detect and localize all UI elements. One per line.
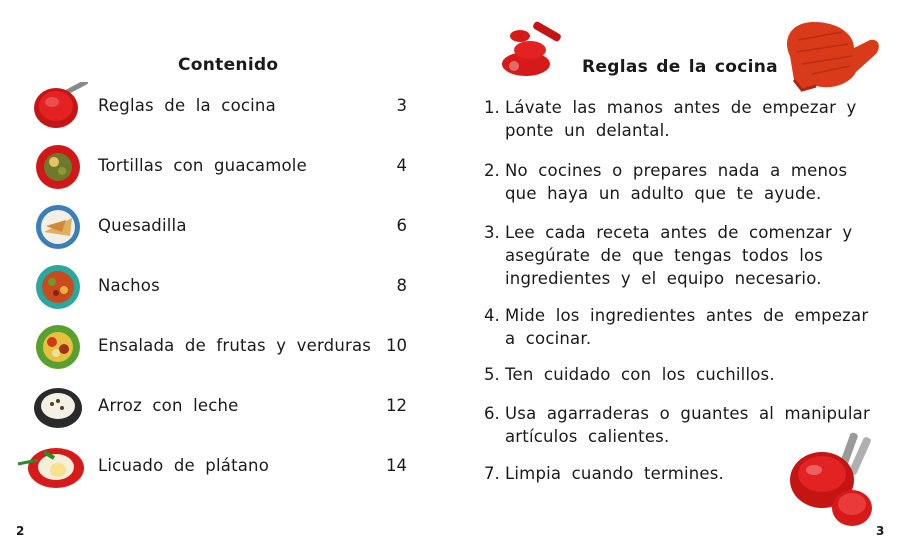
rule-text: Lee cada receta antes de comenzar y asegúrate de que tengas todos los ingredientes y el equipo necesario. bbox=[505, 223, 853, 288]
toc-entry[interactable] bbox=[0, 258, 450, 318]
rule-number: 4. bbox=[484, 306, 500, 325]
toc-entry-page: 8 bbox=[396, 276, 407, 295]
measuring-spoons-icon bbox=[500, 16, 572, 80]
rule-number: 7. bbox=[484, 464, 500, 483]
toc-entry-label: Nachos bbox=[98, 276, 160, 295]
toc-entry-label: Quesadilla bbox=[98, 216, 187, 235]
toc-entry-page: 3 bbox=[396, 96, 407, 115]
quesadilla-plate-icon bbox=[32, 202, 88, 250]
toc-entry-page: 12 bbox=[386, 396, 407, 415]
rice-pudding-bowl-icon bbox=[32, 382, 88, 430]
salad-bowl-icon bbox=[32, 322, 88, 370]
rule-number: 3. bbox=[484, 223, 500, 242]
right-page bbox=[450, 0, 900, 560]
toc-entry-label: Reglas de la cocina bbox=[98, 96, 276, 115]
toc-entry[interactable] bbox=[0, 378, 450, 438]
toc-entry-page: 6 bbox=[396, 216, 407, 235]
page-number-right: 3 bbox=[876, 524, 885, 538]
rule-text: Mide los ingredientes antes de empezar a cocinar. bbox=[505, 306, 869, 348]
rule-text: No cocines o prepares nada a menos que haya un adulto que te ayude. bbox=[505, 161, 848, 203]
guacamole-plate-icon bbox=[32, 142, 88, 190]
page-number-left: 2 bbox=[16, 524, 25, 538]
toc-entry-page: 10 bbox=[386, 336, 407, 355]
rule-number: 1. bbox=[484, 98, 500, 117]
red-saucepan-icon bbox=[32, 82, 88, 130]
rules-title: Reglas de la cocina bbox=[582, 57, 778, 77]
rule-number: 2. bbox=[484, 161, 500, 180]
oven-mitt-icon bbox=[772, 10, 884, 98]
toc-entry-label: Arroz con leche bbox=[98, 396, 239, 415]
toc-title: Contenido bbox=[178, 55, 279, 75]
nachos-plate-icon bbox=[32, 262, 88, 310]
toc-entry-page: 4 bbox=[396, 156, 407, 175]
toc-entry[interactable] bbox=[0, 198, 450, 258]
rule-text: Lávate las manos antes de empezar y ponte un delantal. bbox=[505, 98, 857, 140]
rule-text: Limpia cuando termines. bbox=[505, 464, 724, 483]
rule-text: Ten cuidado con los cuchillos. bbox=[505, 365, 775, 384]
toc-entry-label: Tortillas con guacamole bbox=[98, 156, 307, 175]
toc-entry-page: 14 bbox=[386, 456, 407, 475]
toc-entry-label: Ensalada de frutas y verduras bbox=[98, 336, 372, 355]
toc-entry[interactable] bbox=[0, 438, 450, 498]
rule-text: Usa agarraderas o guantes al manipular artículos calientes. bbox=[505, 404, 870, 446]
banana-smoothie-icon bbox=[14, 442, 86, 490]
rule-number: 5. bbox=[484, 365, 500, 384]
measuring-cups-icon bbox=[786, 426, 886, 530]
toc-entry[interactable] bbox=[0, 318, 450, 378]
toc-entry[interactable] bbox=[0, 138, 450, 198]
toc-entry[interactable] bbox=[0, 78, 450, 138]
rule-number: 6. bbox=[484, 404, 500, 423]
toc-entry-label: Licuado de plátano bbox=[98, 456, 270, 475]
